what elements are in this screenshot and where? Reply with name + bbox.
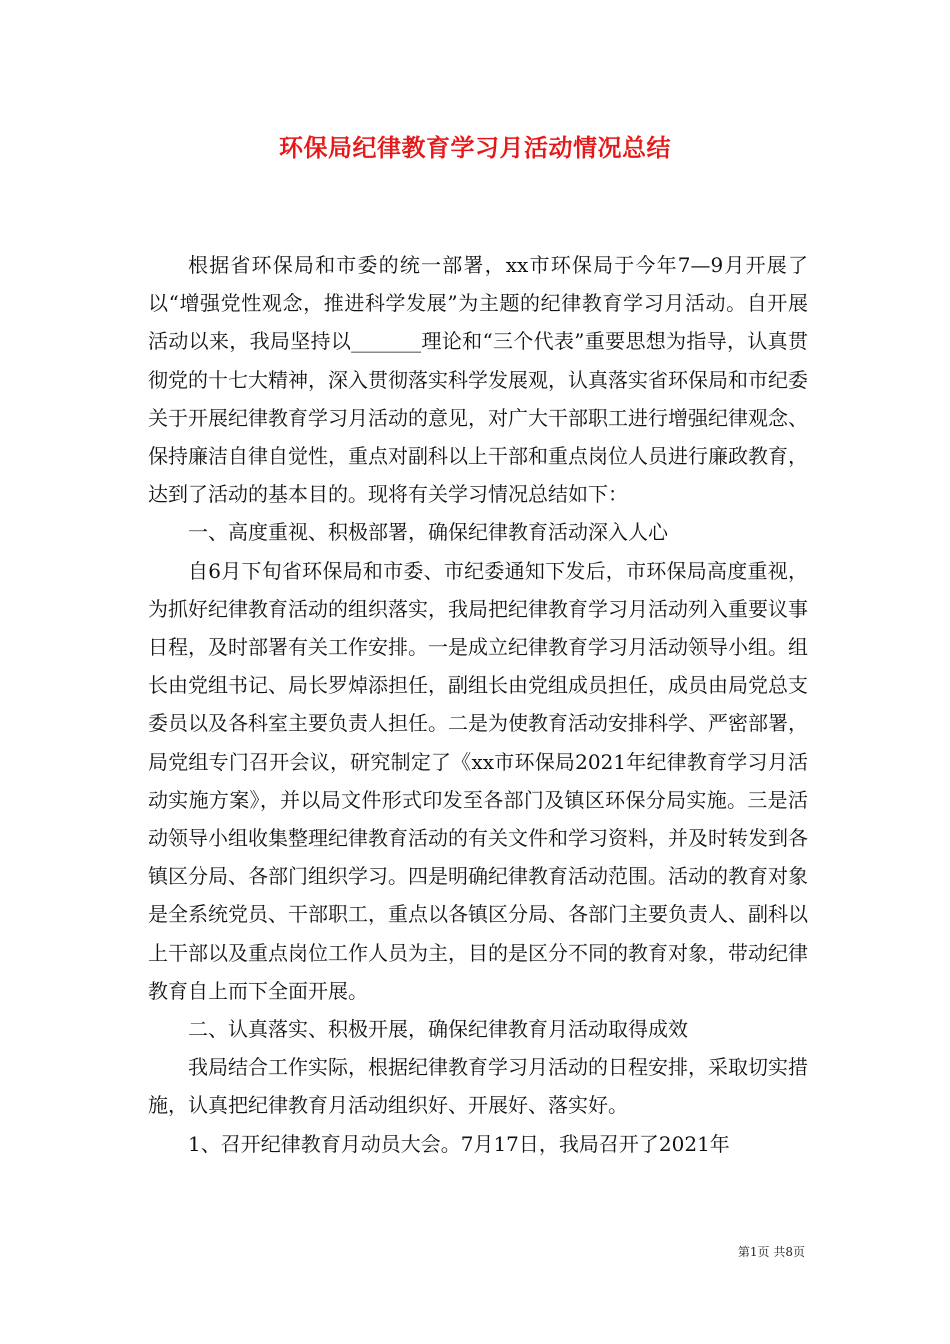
section-2-paragraph: 我局结合工作实际，根据纪律教育学习月活动的日程安排，采取切实措施，认真把纪律教育月活动组织好、开展好、落实好。: [148, 1055, 808, 1118]
section-2-item-1: 1、召开纪律教育月动员大会。7月17日，我局召开了2021年: [188, 1131, 730, 1156]
section-heading-1: 一、高度重视、积极部署，确保纪律教育活动深入人心: [188, 520, 668, 545]
page-number: 第1页 共8页: [737, 1245, 805, 1259]
section-1-paragraph: 自6月下旬省环保局和市委、市纪委通知下发后，市环保局高度重视，为抓好纪律教育活动的组织落实，我局把纪律教育学习月活动列入重要议事日程，及时部署有关工作安排。一是成立纪律教育学习月活动领导小组。组长由党组书记、局长罗焯添担任，副组长由党组成员担任，成员由局党总支委员以及各科室主要负责人担任。二是为使教育活动安排科学、严密部署，局党组专门召开会议，研究制定了《xx市环保局2021年纪律教育学习月活动实施方案》，并以局文件形式印发至各部门及镇区环保分局实施。三是活动领导小组收集整理纪律教育活动的有关文件和学习资料，并及时转发到各镇区分局、各部门组织学习。四是明确纪律教育活动范围。活动的教育对象是全系统党员、干部职工，重点以各镇区分局、各部门主要负责人、副科以上干部以及重点岗位工作人员为主，目的是区分不同的教育对象，带动纪律教育自上而下全面开展。: [148, 558, 808, 1003]
section-heading-2: 二、认真落实、积极开展，确保纪律教育月活动取得成效: [188, 1017, 688, 1042]
document-body: [148, 246, 808, 1163]
intro-paragraph: 根据省环保局和市委的统一部署，xx市环保局于今年7—9月开展了以“增强党性观念，推进科学发展”为主题的纪律教育学习月活动。自开展活动以来，我局坚持以_______理论和“三个代表”重要思想为指导，认真贯彻党的十七大精神，深入贯彻落实科学发展观，认真落实省环保局和市纪委关于开展纪律教育学习月活动的意见，对广大干部职工进行增强纪律观念、保持廉洁自律自觉性，重点对副科以上干部和重点岗位人员进行廉政教育，达到了活动的基本目的。现将有关学习情况总结如下：: [148, 253, 808, 507]
document-title: 环保局纪律教育学习月活动情况总结: [279, 133, 671, 162]
